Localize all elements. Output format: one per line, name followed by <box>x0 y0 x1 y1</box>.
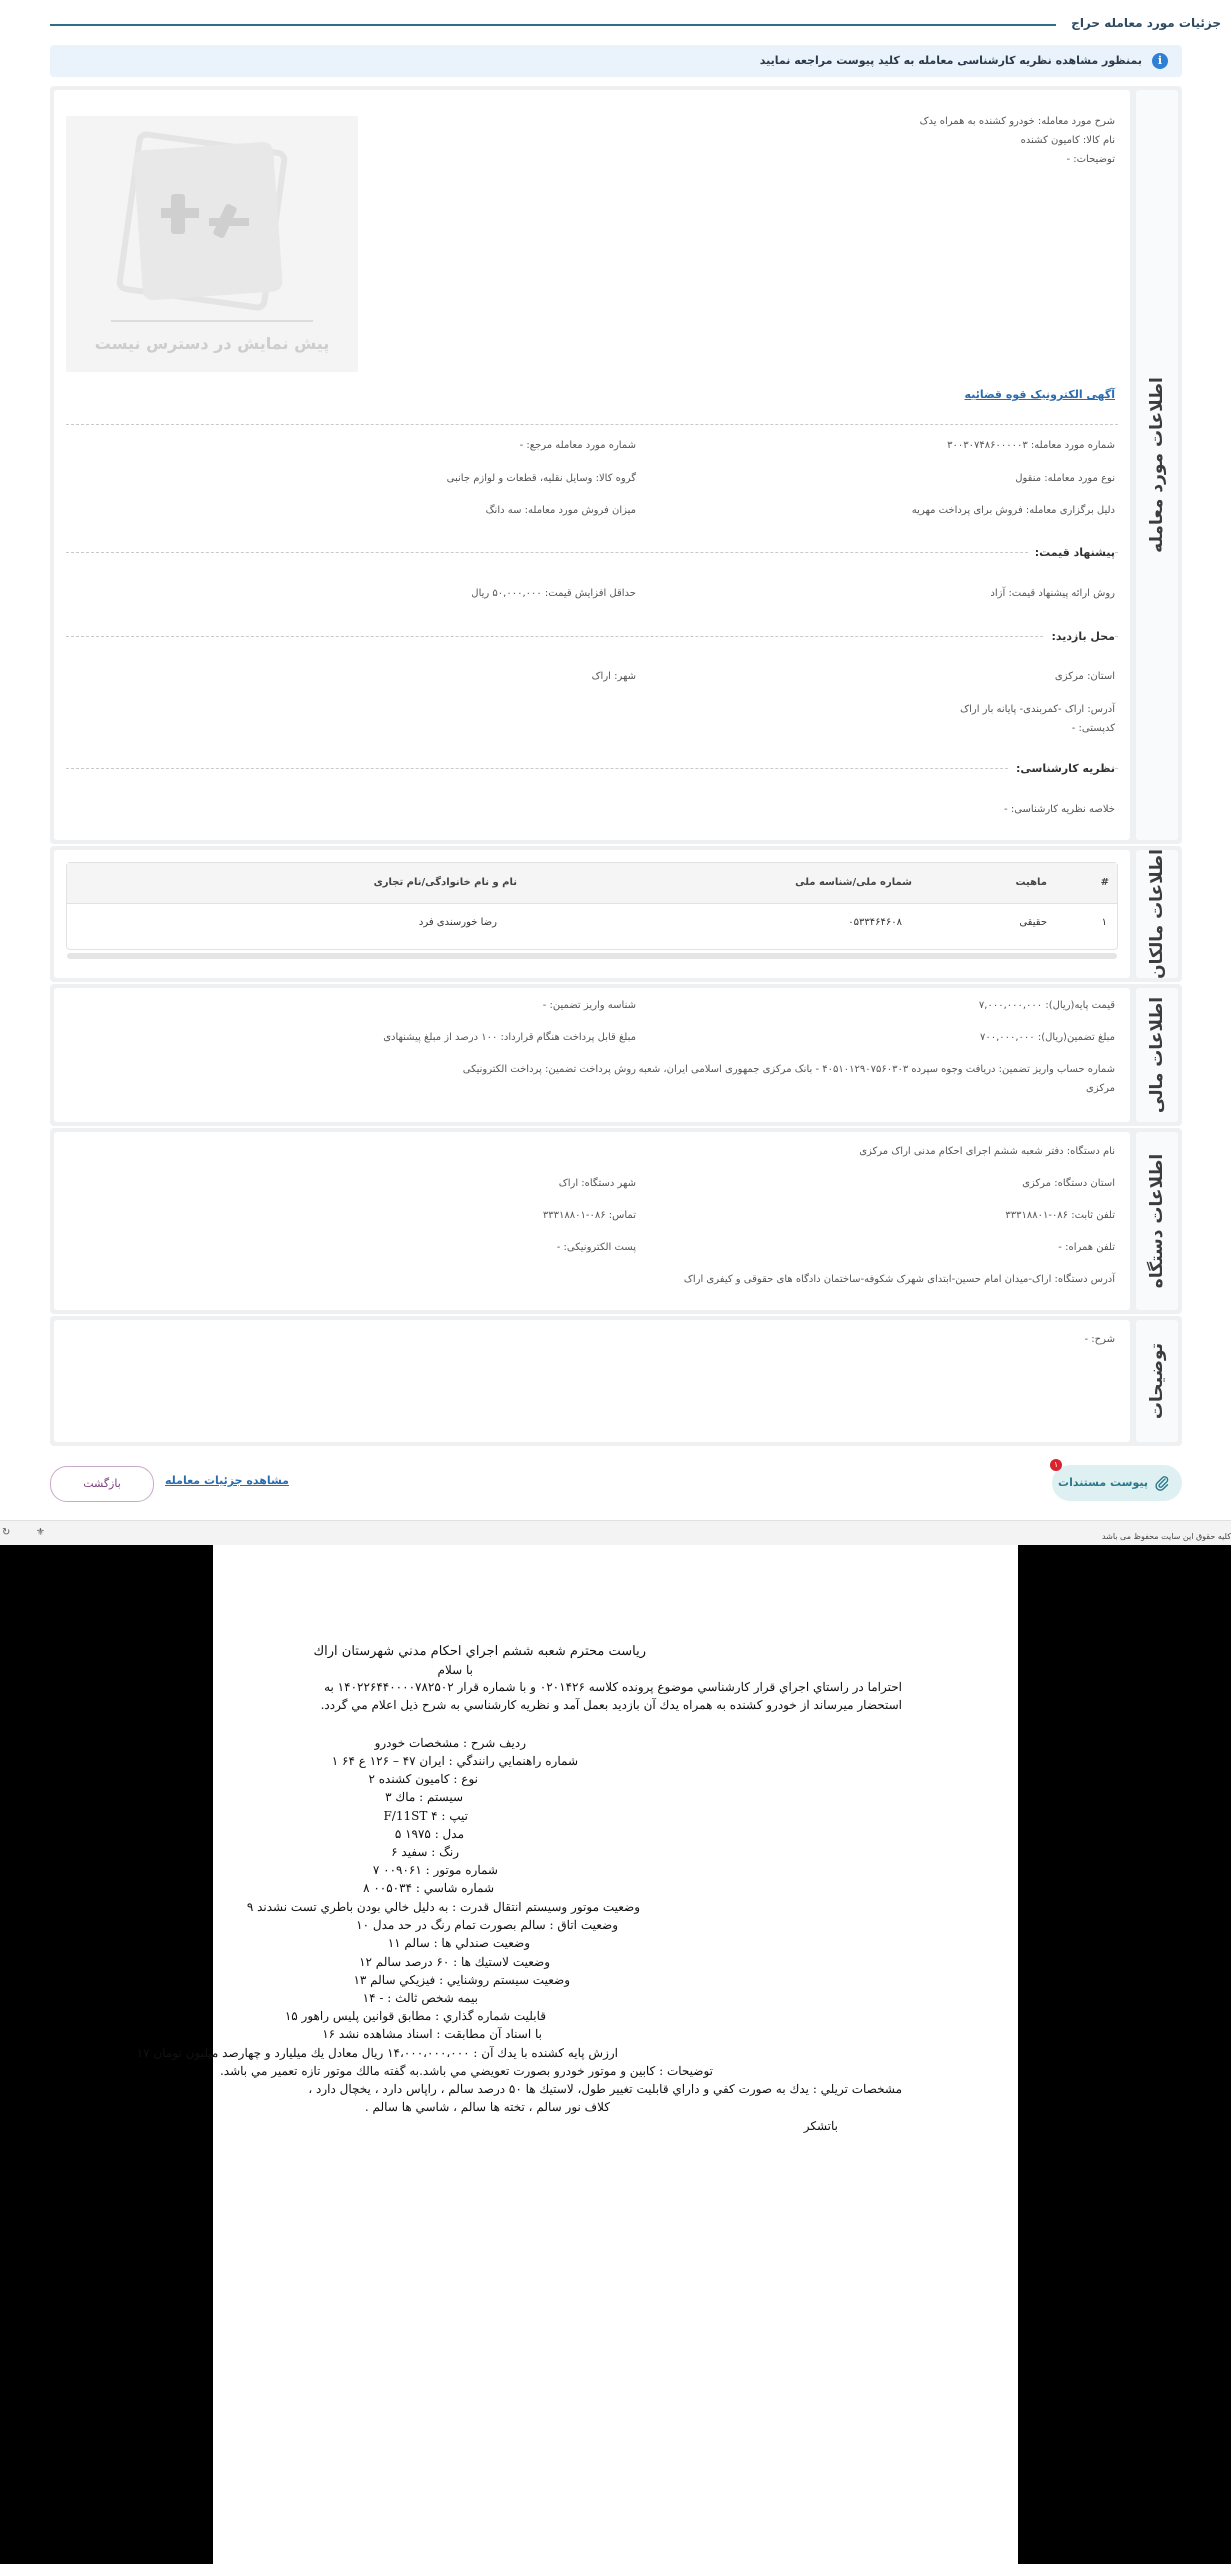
doc-row: قابليت شماره گذاري : مطابق قوانين پليس راهور ۱۵ <box>284 2009 546 2023</box>
doc-row: شماره راهنمايي رانندگي : ايران ۴۷ – ۱۲۶ ع ۶۴ ۱ <box>331 1754 578 1768</box>
owner-national-id: ۰۵۳۳۴۶۴۶۰۸ <box>848 917 902 928</box>
visit-province: استان: مرکزی <box>1054 671 1115 682</box>
emblem-icon: ⚜ <box>36 1527 45 1538</box>
account-number: شماره حساب واریز تضمین: دریافت وجوه سپرده ۴۰۵۱۰۱۲۹۰۷۵۶۰۳۰۳ - بانک مرکزی جمهوری اسلامی ایران، شعبه <box>638 1064 1115 1075</box>
visit-city: شهر: اراک <box>591 671 636 682</box>
description-body <box>54 1320 1130 1442</box>
doc-row: تيپ : F/11ST ۴ <box>383 1809 468 1823</box>
back-label: بازگشت <box>83 1477 121 1490</box>
doc-row: مدل : ۱۹۷۵ ۵ <box>394 1827 464 1841</box>
doc-row: با اسناد آن مطابقت : اسناد مشاهده نشد ۱۶ <box>322 2027 542 2041</box>
payable-amount: مبلغ قابل پرداخت هنگام قرارداد: ۱۰۰ درصد از مبلغ پیشنهادی <box>383 1032 636 1043</box>
visit-heading: محل بازدید: <box>1045 630 1115 643</box>
org-city: شهر دستگاه: اراک <box>558 1178 636 1189</box>
org-name: نام دستگاه: دفتر شعبه ششم اجرای احکام مدنی اراک مرکزی <box>859 1146 1115 1157</box>
image-placeholder <box>66 116 358 372</box>
org-mobile: تلفن همراه: - <box>1058 1242 1115 1253</box>
doc-intro-2: استحضار ميرساند از خودرو کشنده به همراه يدك آن بازديد بعمل آمد و نظريه کارشناسي به شرح ذيل اعلام مي گردد. <box>320 1698 902 1712</box>
placeholder-divider <box>111 320 313 322</box>
org-address: آدرس دستگاه: اراک-میدان امام حسین-ابتدای شهرک شکوفه-ساختمان دادگاه های حقوقی و کیفری اراک <box>683 1274 1115 1285</box>
doc-notes-2: مشخصات تريلي : يدك به صورت كفي و داراي قابليت تغيير طول، لاستيك ها ۵۰ درصد سالم ، راپاس دارد ، يخچال دارد ، <box>308 2082 902 2096</box>
back-button[interactable] <box>50 1466 154 1502</box>
org-province: استان دستگاه: مرکزی <box>1022 1178 1115 1189</box>
section-title: اطلاعات دستگاه <box>1147 1153 1167 1289</box>
table-scrollbar[interactable] <box>67 953 1117 959</box>
owner-type: حقیقی <box>1019 917 1047 928</box>
doc-row: وضعيت صندلي ها : سالم ۱۱ <box>387 1936 530 1950</box>
doc-row: ارزش پايه کشنده با يدك آن : ۱۴،۰۰۰،۰۰۰،۰۰۰ ريال معادل يك ميلیارد و چهارصد ميليون تومان ۱۷ <box>136 2046 618 2060</box>
table-header <box>67 863 1117 904</box>
section-title: توضیحات <box>1147 1342 1167 1420</box>
rotate-icon[interactable]: ↻ <box>2 1527 11 1538</box>
row-index: ۱ <box>1101 917 1107 928</box>
page-header <box>0 0 1231 50</box>
doc-row: وضعيت موتور وسيستم انتقال قدرت : به دليل خالي بودن باطري تست نشدند ۹ <box>246 1900 640 1914</box>
trade-details-link[interactable]: مشاهده جزئیات معامله <box>165 1474 289 1487</box>
deposit-id: شناسه واریز تضمین: - <box>542 1000 636 1011</box>
min-increase: حداقل افزایش قیمت: ۵۰,۰۰۰,۰۰۰ ریال <box>471 588 636 599</box>
attachments-count-badge: ۱ <box>1050 1459 1062 1471</box>
owners-body <box>54 850 1130 978</box>
item-info-section <box>50 86 1182 844</box>
item-info-body <box>54 90 1130 840</box>
divider <box>66 768 1118 769</box>
owners-section <box>50 846 1182 982</box>
placeholder-text: پیش نمایش در دسترس نیست <box>94 334 330 353</box>
doc-row: شماره شاسي : ۰۰۵۰۳۴ ۸ <box>363 1881 494 1895</box>
visit-address: آدرس: اراک -کمربندی- پایانه بار اراک <box>960 704 1115 715</box>
finance-section <box>50 984 1182 1126</box>
org-phone: تلفن ثابت: ۰۸۶-۳۳۳۱۸۸۰۱ <box>1005 1210 1115 1221</box>
organization-section <box>50 1128 1182 1314</box>
doc-row: وضعيت اتاق : سالم بصورت تمام رنگ در حد مدل ۱۰ <box>356 1918 618 1932</box>
doc-row: نوع : کاميون کشنده ۲ <box>368 1772 478 1786</box>
item-number: شماره مورد معامله: ۳۰۰۳۰۷۴۸۶۰۰۰۰۰۳ <box>947 440 1115 451</box>
payment-method: روش پرداخت تضمین: پرداخت الکترونیکی <box>462 1064 636 1075</box>
section-title: اطلاعات مورد معامله <box>1147 377 1167 553</box>
copyright-note: کلیه حقوق این سایت محفوظ می باشد <box>1101 1532 1231 1541</box>
column-header: شماره ملی/شناسه ملی <box>795 877 912 888</box>
expert-summary: خلاصه نظریه کارشناسی: - <box>1004 804 1115 815</box>
account-number-cont: مرکزی <box>1086 1083 1115 1094</box>
expert-heading: نظریه کارشناسی: <box>1010 762 1115 775</box>
organization-sidebar <box>1136 1132 1178 1310</box>
description-sidebar <box>1136 1320 1178 1442</box>
org-email: پست الکترونیکی: - <box>556 1242 636 1253</box>
doc-row: وضعيت سيستم روشنايي : فيزيکي سالم ۱۳ <box>353 1973 570 1987</box>
viewer-toolbar <box>0 1520 1231 1546</box>
doc-signature: باتشکر <box>803 2119 838 2133</box>
base-price: قیمت پایه(ریال): ۷,۰۰۰,۰۰۰,۰۰۰ <box>978 1000 1115 1011</box>
description-section <box>50 1316 1182 1446</box>
attachments-label: پیوست مستندات <box>1058 1476 1148 1489</box>
page-title: جزئیات مورد معامله حراج <box>1071 16 1221 30</box>
price-heading: پیشنهاد قیمت: <box>1029 546 1115 559</box>
divider <box>66 424 1118 425</box>
trade-reason: دلیل برگزاری معامله: فروش برای پرداخت مهریه <box>911 505 1115 516</box>
agency-link[interactable]: آگهی الکترونیک قوه قضائیه <box>964 388 1115 401</box>
title-divider <box>50 24 1056 26</box>
ref-number: شماره مورد معامله مرجع: - <box>519 440 636 451</box>
notice-bar <box>50 45 1182 77</box>
goods-group: گروه کالا: وسایل نقلیه، قطعات و لوازم جانبی <box>446 473 636 484</box>
gavel-icon <box>161 186 261 246</box>
doc-greeting: با سلام <box>437 1663 473 1677</box>
doc-notes-1: توضيحات : کابين و موتور خودرو بصورت تعويضي مي باشد.به گفته مالك موتور تازه تعمير مي باشد. <box>219 2064 713 2078</box>
doc-row: رنگ : سفيد ۶ <box>391 1845 459 1859</box>
item-type: نوع مورد معامله: منقول <box>1015 473 1115 484</box>
finance-sidebar <box>1136 988 1178 1122</box>
item-notes: توضیحات: - <box>1066 154 1115 165</box>
doc-table-head: رديف شرح : مشخصات خودرو <box>374 1736 526 1750</box>
column-header: ماهیت <box>1015 877 1047 888</box>
item-info-sidebar <box>1136 90 1178 840</box>
finance-body <box>54 988 1130 1122</box>
doc-notes-3: کلاف نور سالم ، تخته ها سالم ، شاسي ها سالم . <box>364 2100 610 2114</box>
sale-share: میزان فروش مورد معامله: سه دانگ <box>485 505 636 516</box>
info-icon: i <box>1152 53 1168 69</box>
visit-postal: کدپستی: - <box>1071 723 1115 734</box>
organization-body <box>54 1132 1130 1310</box>
doc-row: سيستم : ماك ۳ <box>385 1790 463 1804</box>
owners-table <box>66 862 1118 950</box>
notice-text: بمنظور مشاهده نظریه کارشناسی معامله به کلید پیوست مراجعه نمایید <box>759 54 1142 67</box>
owners-sidebar <box>1136 850 1178 978</box>
org-contact: تماس: ۰۸۶-۳۳۳۱۸۸۰۱ <box>542 1210 636 1221</box>
price-method: روش ارائه پیشنهاد قیمت: آزاد <box>990 588 1115 599</box>
attachments-button[interactable] <box>1052 1460 1182 1501</box>
section-title: اطلاعات مالکان <box>1147 849 1167 979</box>
owner-name: رضا خورسندی فرد <box>418 917 497 928</box>
doc-intro-1: احتراما در راستاي اجراي قرار کارشناسي موضوع پرونده کلاسه ۰۲۰۱۴۲۶ و با شماره قرار ۱۴۰۲۲۶۴۴۰۰۰۰۷۸۲۵۰۲ به <box>324 1680 902 1694</box>
divider <box>66 552 1118 553</box>
description-text: شرح: - <box>1084 1334 1115 1345</box>
column-header: # <box>1100 877 1109 888</box>
doc-row: وضعيت لاستيك ها : ۶۰ درصد سالم ۱۲ <box>359 1955 550 1969</box>
doc-row: بيمه شخص ثالث : - ۱۴ <box>362 1991 478 2005</box>
doc-row: شماره موتور : ۰۰۹۰۶۱ ۷ <box>372 1863 498 1877</box>
divider <box>66 636 1118 637</box>
guarantee-amount: مبلغ تضمین(ریال): ۷۰۰,۰۰۰,۰۰۰ <box>979 1032 1115 1043</box>
product-name: نام کالا: کامیون کشنده <box>1020 135 1115 146</box>
doc-salutation: ریاست محترم شعبه ششم اجراي احکام مدني شهرستان اراك <box>313 1644 646 1659</box>
document-page <box>136 1545 1018 2564</box>
column-header: نام و نام خانوادگی/نام تجاری <box>373 877 517 888</box>
paperclip-icon <box>1154 1475 1170 1491</box>
item-description: شرح مورد معامله: خودرو کشنده به همراه یدک <box>919 116 1115 127</box>
section-title: اطلاعات مالی <box>1147 996 1167 1114</box>
